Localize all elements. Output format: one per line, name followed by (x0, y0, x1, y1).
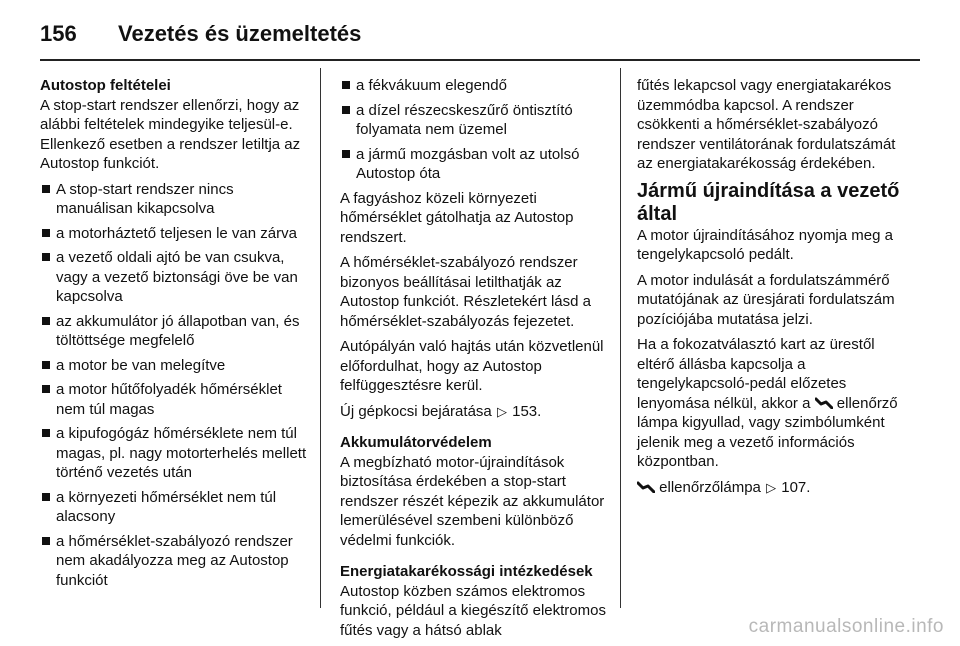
bullet-icon (42, 429, 50, 437)
list-item: A stop-start rendszer nincs manuálisan kikapcsolva (40, 180, 312, 219)
bullet-icon (42, 185, 50, 193)
paragraph: A motor újraindításához nyomja meg a tengelykapcsoló pedált. (637, 226, 893, 263)
bullet-icon (42, 317, 50, 325)
header-rule (40, 59, 920, 61)
bullet-icon (342, 150, 350, 158)
list-item: a motor hűtőfolyadék hőmérséklet nem túl magas (40, 380, 312, 419)
condition-list (40, 180, 312, 591)
bullet-icon (42, 361, 50, 369)
list-item: a jármű mozgásban volt az utolsó Autostop óta (340, 145, 606, 184)
bullet-icon (42, 537, 50, 545)
autostop-lamp-icon (637, 481, 655, 493)
paragraph: A stop-start rendszer ellenőrzi, hogy az alábbi feltételek mindegyike teljesül-e. Ellenkező esetben a rendszer letiltja az Autostop funkciót. (40, 96, 301, 172)
page-reference-link[interactable]: 153. (512, 402, 542, 420)
section-heading-battery-protection: Akkumulátorvédelem (340, 434, 492, 451)
list-item: a dízel részecskeszűrő öntisztító folyamata nem üzemel (340, 101, 606, 140)
paragraph: Autostop közben számos elektromos funkció, például a kiegészítő elektromos fűtés vagy a hátsó ablak (340, 582, 606, 639)
page-number: 156 (40, 21, 77, 46)
section-heading-autostop-conditions: Autostop feltételei (40, 77, 171, 94)
paragraph: A motor indulását a fordulatszámmérő mutatójának az üresjárati fordulatszám pozíciójába mutatása jelzi. (637, 271, 895, 328)
bullet-icon (42, 229, 50, 237)
bullet-icon (42, 493, 50, 501)
bullet-icon (342, 81, 350, 89)
paragraph-reference: ellenőrzőlámpa ▷ 107. (637, 478, 903, 498)
column-1 (40, 76, 312, 595)
paragraph: A fagyáshoz közeli környezeti hőmérséklet gátolhatja az Autostop rendszert. (340, 189, 574, 246)
column-divider (320, 68, 321, 608)
list-item: a hőmérséklet-szabályozó rendszer nem akadályozza meg az Autostop funkciót (40, 532, 312, 591)
column-divider (620, 68, 621, 608)
paragraph: Ha a fokozatválasztó kart az ürestől eltérő állásba kapcsolja a tengelykapcsoló-pedál előzetes lenyomása nélkül, akkor a ellenőrző lámpa kigyullad, vagy szimbólumként jelenik meg a vezető információs központban. (637, 336, 898, 470)
autostop-lamp-icon (815, 397, 833, 409)
column-2 (340, 72, 606, 646)
section-heading-energy-saving: Energiatakarékossági intézkedések (340, 563, 593, 580)
list-item: a környezeti hőmérséklet nem túl alacsony (40, 488, 312, 527)
paragraph: A hőmérséklet-szabályozó rendszer bizonyos beállításai letilthatják az Autostop funkciót. Részletekért lásd a hőmérséklet-szabályozás fejezetet. (340, 254, 591, 330)
column-3 (637, 76, 903, 503)
list-item: a motor be van melegítve (40, 356, 312, 376)
bullet-icon (42, 253, 50, 261)
paragraph: A megbízható motor-újraindítások biztosítása érdekében a stop-start rendszer részét képezik az akkumulátor lemerülésével szembeni különböző védelmi funkciók. (340, 453, 605, 549)
list-item: az akkumulátor jó állapotban van, és töltöttsége megfelelő (40, 312, 312, 351)
paragraph: fűtés lekapcsol vagy energiatakarékos üzemmódba kapcsol. A rendszer csökkenti a hőmérséklet-szabályozó rendszer ventilátorának fordulatszámát az energiatakarékosság érdekében. (637, 77, 896, 172)
bullet-icon (342, 106, 350, 114)
list-item: a motorháztető teljesen le van zárva (40, 224, 312, 244)
list-item: a vezető oldali ajtó be van csukva, vagy a vezető biztonsági öve be van kapcsolva (40, 248, 312, 307)
page-title: Vezetés és üzemeltetés (118, 21, 362, 46)
reference-triangle-icon: ▷ (766, 479, 777, 495)
page-header (40, 14, 361, 54)
list-item: a kipufogógáz hőmérséklete nem túl magas, pl. nagy motorterhelés mellett történő vezetés után (40, 424, 312, 483)
bullet-icon (42, 385, 50, 393)
paragraph-reference: Új gépkocsi bejáratása ▷ 153. (340, 402, 542, 420)
condition-list-continued (340, 76, 606, 184)
paragraph: Autópályán való hajtás után közvetlenül előfordulhat, hogy az Autostop felfüggesztésre kerül. (340, 338, 604, 394)
section-heading-driver-restart: Jármű újraindítása a vezető által (637, 179, 900, 225)
list-item: a fékvákuum elegendő (340, 76, 606, 96)
reference-triangle-icon: ▷ (496, 403, 507, 419)
watermark: carmanualsonline.info (748, 616, 944, 637)
page-reference-link[interactable]: 107. (781, 478, 811, 496)
